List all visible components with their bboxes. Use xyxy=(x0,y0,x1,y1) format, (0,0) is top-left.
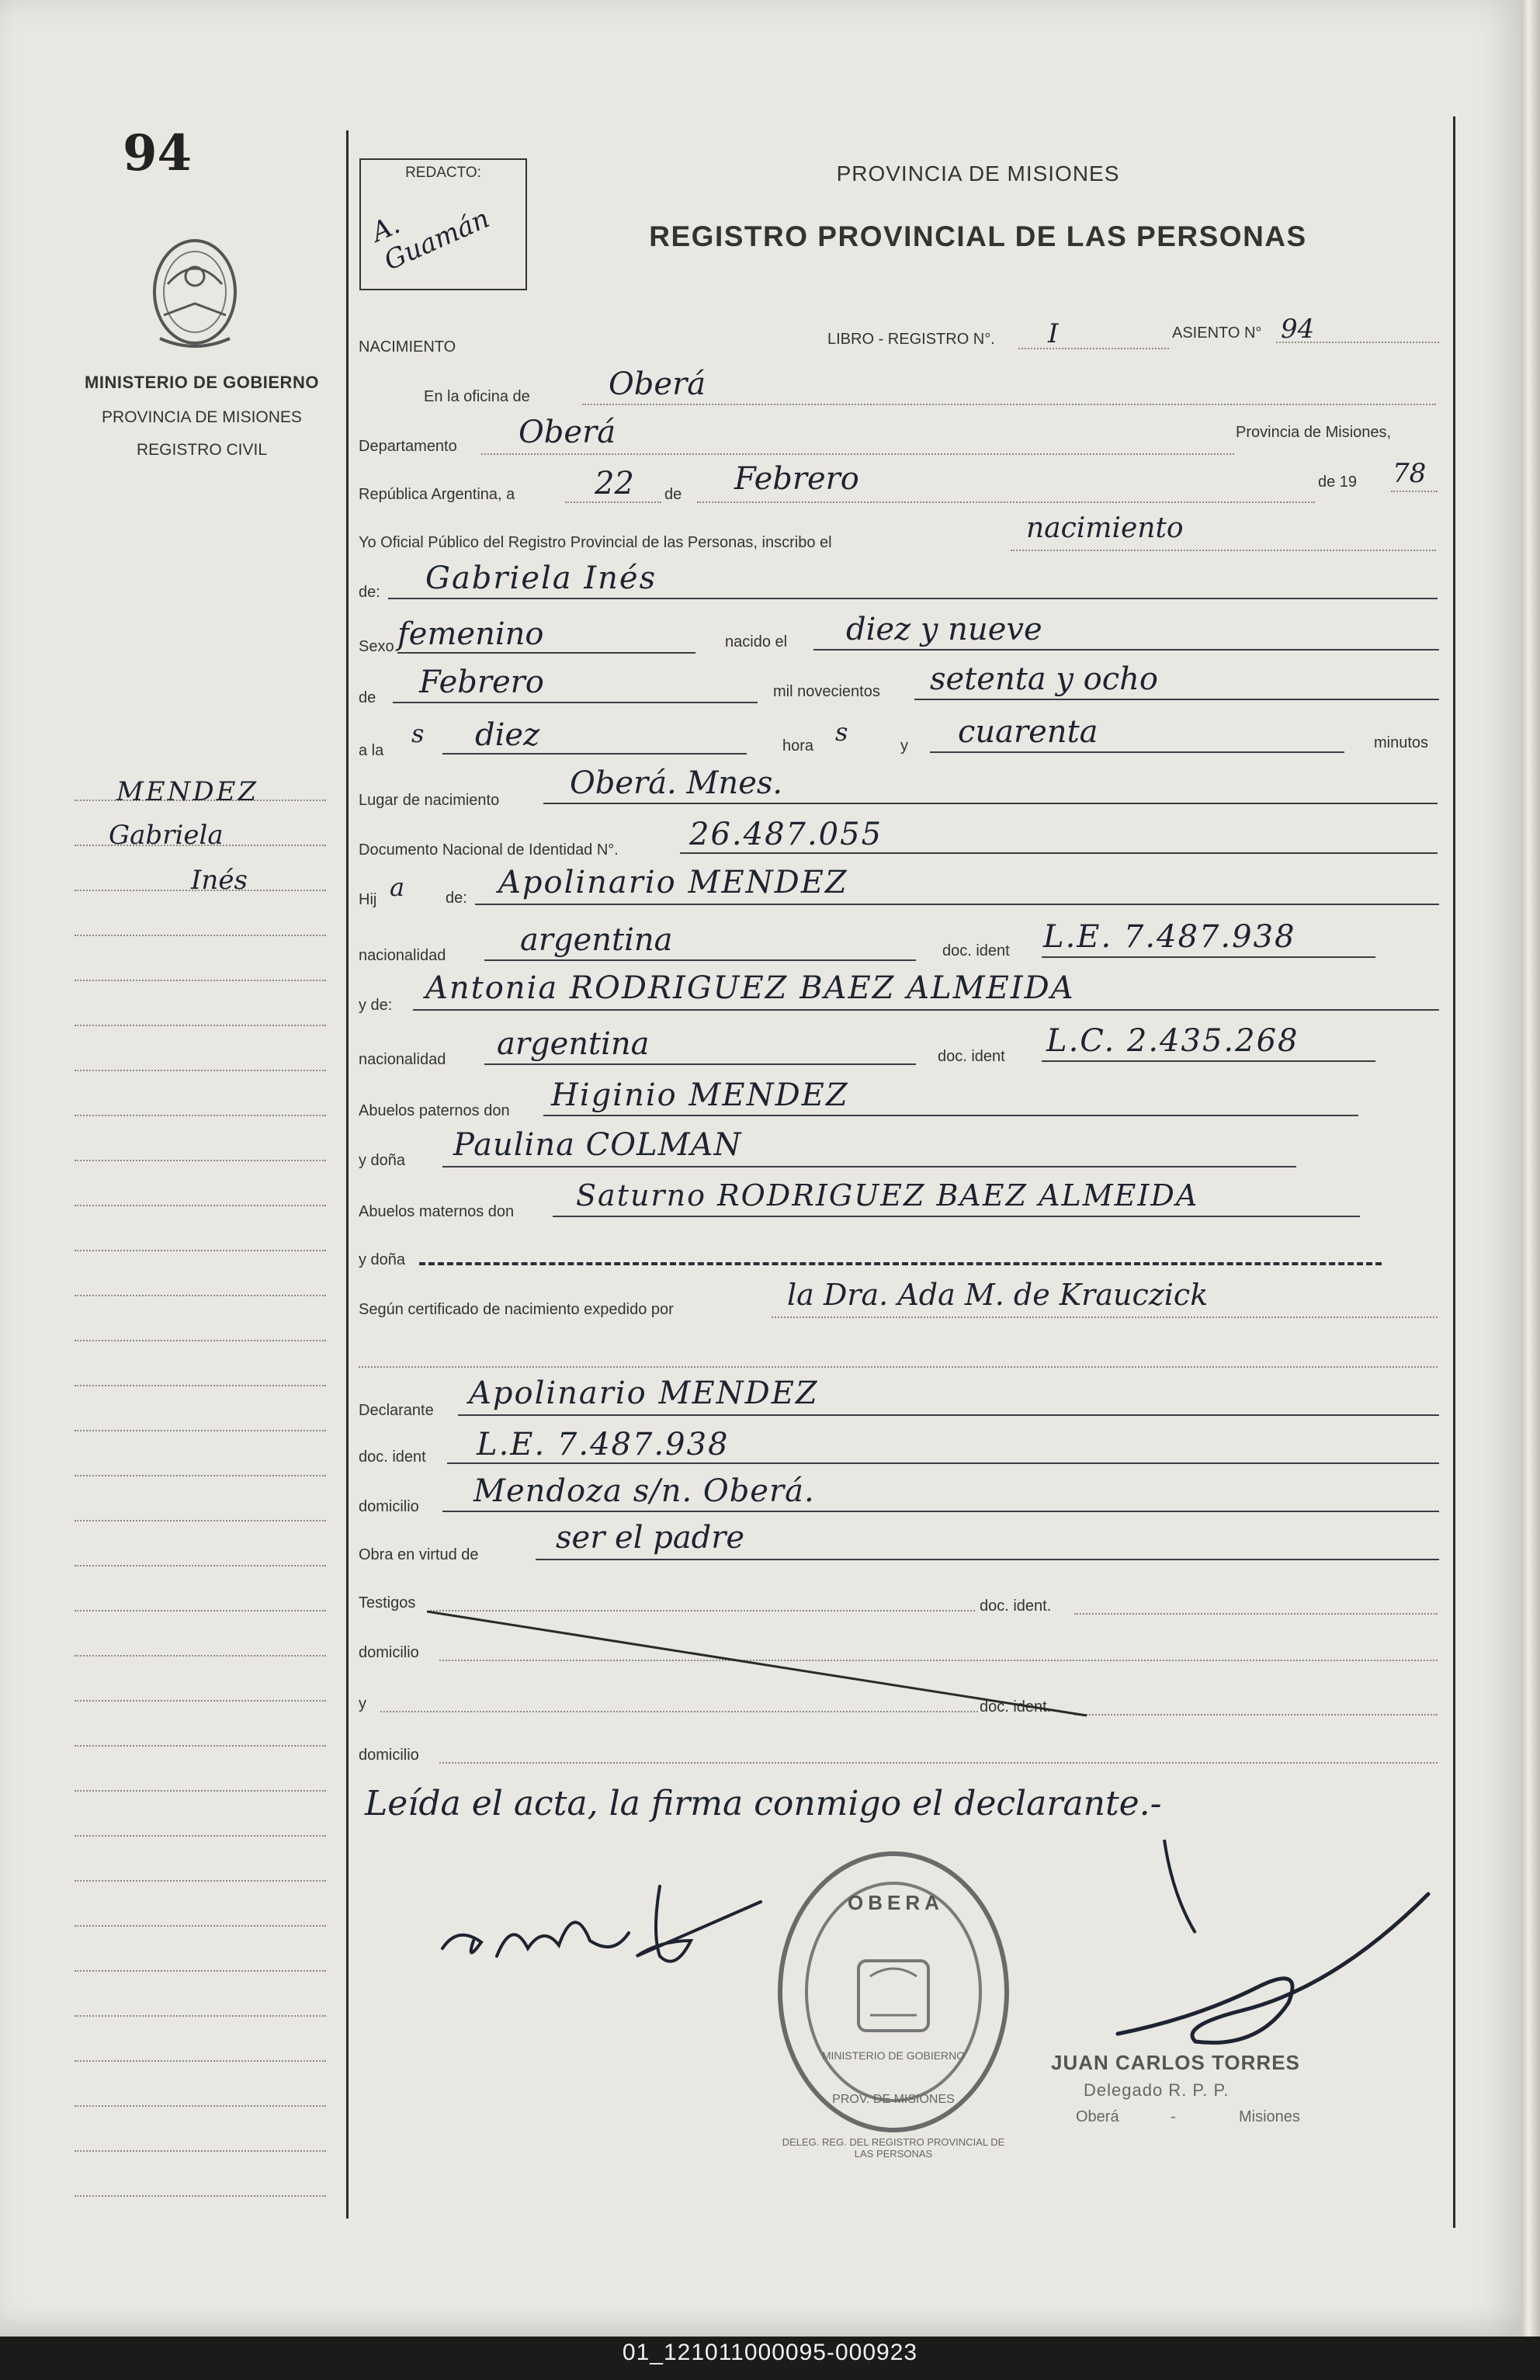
margin-line xyxy=(75,1025,326,1026)
abuela-paterna: Paulina COLMAN xyxy=(453,1127,742,1163)
dni-label: Documento Nacional de Identidad N°. xyxy=(359,841,619,859)
mother-doc: L.C. 2.435.268 xyxy=(1046,1023,1299,1059)
child-name: Gabriela Inés xyxy=(425,560,657,596)
dni-value: 26.487.055 xyxy=(689,817,883,852)
republica-label: República Argentina, a xyxy=(359,486,515,503)
sexo-label: Sexo xyxy=(359,638,394,655)
testigo-2-doc-label: doc. ident. xyxy=(980,1698,1052,1716)
testigo-1-domicilio-label: domicilio xyxy=(359,1644,419,1661)
ala-label: a la xyxy=(359,742,384,759)
declarante-label: Declarante xyxy=(359,1402,434,1419)
father-name: Apolinario MENDEZ xyxy=(498,865,848,900)
redacto-label: REDACTO: xyxy=(405,165,481,181)
father-nationality-line xyxy=(484,959,916,961)
certificado-value: la Dra. Ada M. de Krauczick xyxy=(787,1278,1209,1312)
redacto-box xyxy=(359,158,527,290)
declarante-value: Apolinario MENDEZ xyxy=(469,1376,819,1411)
margin-line xyxy=(75,1160,326,1161)
certificado-line xyxy=(772,1317,1438,1318)
margin-line xyxy=(75,1115,326,1116)
abuelo-paterno: Higinio MENDEZ xyxy=(551,1077,849,1113)
official-title: Delegado R. P. P. xyxy=(1084,2080,1230,2100)
year-line xyxy=(1391,491,1438,492)
nationality-label: nacionalidad xyxy=(359,947,446,964)
year-label: de 19 xyxy=(1318,474,1358,491)
hij-value: a xyxy=(390,873,405,902)
sexo-value: femenino xyxy=(397,616,544,652)
official-province: Misiones xyxy=(1239,2108,1300,2125)
abuela-paterna-line xyxy=(442,1166,1296,1167)
inscribo-line xyxy=(1011,550,1436,551)
abuelo-paterno-line xyxy=(543,1115,1358,1116)
de-name-label: de: xyxy=(359,584,380,601)
margin-line xyxy=(75,1745,326,1747)
oficial-label: Yo Oficial Público del Registro Provincial de las Personas, inscribo el xyxy=(359,534,832,551)
testigo-1-doc-line xyxy=(1074,1613,1438,1615)
year-value: 78 xyxy=(1393,458,1427,489)
record-type-label: NACIMIENTO xyxy=(359,338,456,356)
libro-line xyxy=(1018,348,1169,349)
asiento-value: 94 xyxy=(1281,314,1315,345)
margin-line xyxy=(75,1070,326,1071)
certificado-line-2 xyxy=(359,1366,1438,1368)
obra-label: Obra en virtud de xyxy=(359,1546,479,1563)
obra-line xyxy=(536,1559,1439,1560)
margin-line xyxy=(75,1880,326,1882)
mother-line xyxy=(413,1009,1439,1011)
abuelos-maternos-label: Abuelos maternos don xyxy=(359,1203,515,1220)
hij-de-label: de: xyxy=(446,890,467,907)
departamento-line xyxy=(481,453,1234,455)
father-doc: L.E. 7.487.938 xyxy=(1043,919,1296,955)
y-de-label: y de: xyxy=(359,997,393,1014)
declarante-doc-line xyxy=(447,1462,1439,1464)
libro-value: I xyxy=(1048,318,1059,349)
margin-line xyxy=(75,1295,326,1296)
mother-doc-line xyxy=(1042,1060,1375,1062)
margin-line xyxy=(75,1700,326,1702)
margin-note-second-name: Inés xyxy=(191,865,248,896)
margin-line xyxy=(75,980,326,981)
testigos-label: Testigos xyxy=(359,1594,416,1612)
abuela-materna-blank xyxy=(419,1262,1382,1265)
ministry-title: MINISTERIO DE GOBIERNO xyxy=(85,373,319,392)
declarante-doc: L.E. 7.487.938 xyxy=(477,1427,730,1462)
month-line xyxy=(697,501,1315,503)
mother-name: Antonia RODRIGUEZ BAEZ ALMEIDA xyxy=(425,970,1075,1006)
hij-label: Hij xyxy=(359,891,377,908)
father-line xyxy=(475,904,1439,905)
page-number: 94 xyxy=(123,124,192,182)
birth-year-line xyxy=(914,699,1439,700)
mil-label: mil novecientos xyxy=(773,683,880,700)
declarante-doc-label: doc. ident xyxy=(359,1448,426,1466)
obra-value: ser el padre xyxy=(556,1520,745,1556)
abuelo-materno: Saturno RODRIGUEZ BAEZ ALMEIDA xyxy=(576,1178,1199,1213)
inscribo-value: nacimiento xyxy=(1026,512,1184,544)
right-rule xyxy=(1453,116,1455,2228)
lugar-label: Lugar de nacimiento xyxy=(359,792,500,809)
official-dash: - xyxy=(1171,2108,1176,2125)
margin-line xyxy=(75,2150,326,2152)
official-city: Oberá xyxy=(1076,2108,1119,2125)
left-rule xyxy=(346,130,349,2219)
margin-note-first-name: Gabriela xyxy=(109,820,224,851)
margin-line xyxy=(75,1790,326,1792)
oficina-line xyxy=(582,404,1436,405)
document-id: 01_121011000095-000923 xyxy=(622,2340,918,2365)
departamento-label: Departamento xyxy=(359,438,457,455)
ministry-office: REGISTRO CIVIL xyxy=(136,441,268,459)
testigo-1-doc-label: doc. ident. xyxy=(980,1598,1052,1615)
day-value: 22 xyxy=(595,466,634,501)
margin-line xyxy=(75,1205,326,1206)
doc-ident-label: doc. ident xyxy=(938,1048,1005,1065)
hora-label: hora xyxy=(782,737,814,755)
birth-month-line xyxy=(393,702,758,703)
stamp-province: PROV. DE MISIONES xyxy=(832,2093,955,2106)
y-dona-label: y doña xyxy=(359,1251,406,1268)
y-label: y xyxy=(900,737,908,755)
stamp-outer-text: DELEG. REG. DEL REGISTRO PROVINCIAL DE LAS PERSONAS xyxy=(782,2136,1005,2160)
official-name: JUAN CARLOS TORRES xyxy=(1051,2051,1300,2074)
margin-note-surname: MENDEZ xyxy=(116,776,259,807)
stamp-city: OBERA xyxy=(848,1891,944,1914)
testigo-2-doc-line xyxy=(1074,1714,1438,1716)
stamp-ministry: MINISTERIO DE GOBIERNO xyxy=(821,2049,966,2062)
hora-suffix: s xyxy=(835,717,848,747)
domicilio-line xyxy=(442,1511,1439,1512)
margin-line xyxy=(75,2105,326,2107)
mother-nationality-line xyxy=(484,1063,916,1065)
declarant-signature xyxy=(427,1871,768,1987)
domicilio-label: domicilio xyxy=(359,1498,419,1515)
declarante-line xyxy=(458,1414,1439,1416)
child-name-line xyxy=(388,598,1438,599)
closing-text: Leída el acta, la firma conmigo el declarante.- xyxy=(365,1784,1162,1823)
day-line xyxy=(565,501,661,503)
departamento-value: Oberá xyxy=(519,415,616,450)
registry-title: REGISTRO PROVINCIAL DE LAS PERSONAS xyxy=(649,220,1307,252)
minutes-value: cuarenta xyxy=(958,714,1098,750)
sexo-line xyxy=(397,652,695,654)
oficina-label: En la oficina de xyxy=(424,388,530,405)
birth-day-line xyxy=(813,649,1439,651)
birth-year-value: setenta y ocho xyxy=(930,661,1158,697)
margin-line xyxy=(75,2060,326,2062)
asiento-label: ASIENTO N° xyxy=(1172,324,1262,342)
margin-line xyxy=(75,1520,326,1521)
margin-line xyxy=(75,1385,326,1386)
minutes-line xyxy=(930,751,1344,753)
lugar-line xyxy=(543,803,1438,804)
hour-value: diez xyxy=(475,717,540,753)
margin-line xyxy=(75,1475,326,1476)
margin-line xyxy=(75,1835,326,1837)
testigo-2-domicilio-line xyxy=(439,1762,1438,1764)
ala-value: s xyxy=(411,719,425,748)
margin-line xyxy=(75,1925,326,1927)
y-dona-label: y doña xyxy=(359,1152,406,1169)
margin-line xyxy=(75,1430,326,1431)
libro-label: LIBRO - REGISTRO N°. xyxy=(827,331,995,348)
abuelo-materno-line xyxy=(553,1216,1360,1217)
abuelos-paternos-label: Abuelos paternos don xyxy=(359,1102,510,1119)
nationality-label: nacionalidad xyxy=(359,1051,446,1068)
margin-line xyxy=(75,1340,326,1341)
margin-line xyxy=(75,1565,326,1566)
testigo-y-label: y xyxy=(359,1695,366,1712)
redacto-name: A. Guamán xyxy=(366,203,494,277)
de-month-label: de xyxy=(359,689,376,706)
domicilio-value: Mendoza s/n. Oberá. xyxy=(473,1473,815,1509)
margin-line xyxy=(75,2195,326,2197)
father-nationality: argentina xyxy=(520,922,673,958)
birth-day-value: diez y nueve xyxy=(846,612,1042,647)
de-label: de xyxy=(664,486,682,503)
testigos-strike-line xyxy=(427,1599,1094,1723)
minutos-label: minutos xyxy=(1374,734,1429,751)
ministry-province: PROVINCIA DE MISIONES xyxy=(102,408,302,426)
lugar-value: Oberá. Mnes. xyxy=(570,765,783,801)
margin-line xyxy=(75,1250,326,1251)
dni-line xyxy=(680,852,1438,854)
hour-line xyxy=(442,753,747,755)
birth-month-value: Febrero xyxy=(419,664,544,700)
father-doc-line xyxy=(1042,956,1375,958)
official-signature xyxy=(1102,1832,1444,2080)
margin-line xyxy=(75,1970,326,1972)
month-value: Febrero xyxy=(734,461,859,497)
coat-of-arms-icon xyxy=(144,230,245,354)
margin-line xyxy=(75,1655,326,1657)
province-title: PROVINCIA DE MISIONES xyxy=(836,161,1120,186)
testigo-2-domicilio-label: domicilio xyxy=(359,1747,419,1764)
provincia-label: Provincia de Misiones, xyxy=(1236,424,1392,441)
nacido-label: nacido el xyxy=(725,633,788,651)
mother-nationality: argentina xyxy=(497,1026,650,1062)
page-edge xyxy=(1521,0,1540,2337)
margin-line xyxy=(75,935,326,936)
margin-line xyxy=(75,2015,326,2017)
segun-label: Según certificado de nacimiento expedido por xyxy=(359,1301,674,1318)
doc-ident-label: doc. ident xyxy=(942,942,1010,959)
oficina-value: Oberá xyxy=(609,366,706,402)
margin-line xyxy=(75,1610,326,1612)
